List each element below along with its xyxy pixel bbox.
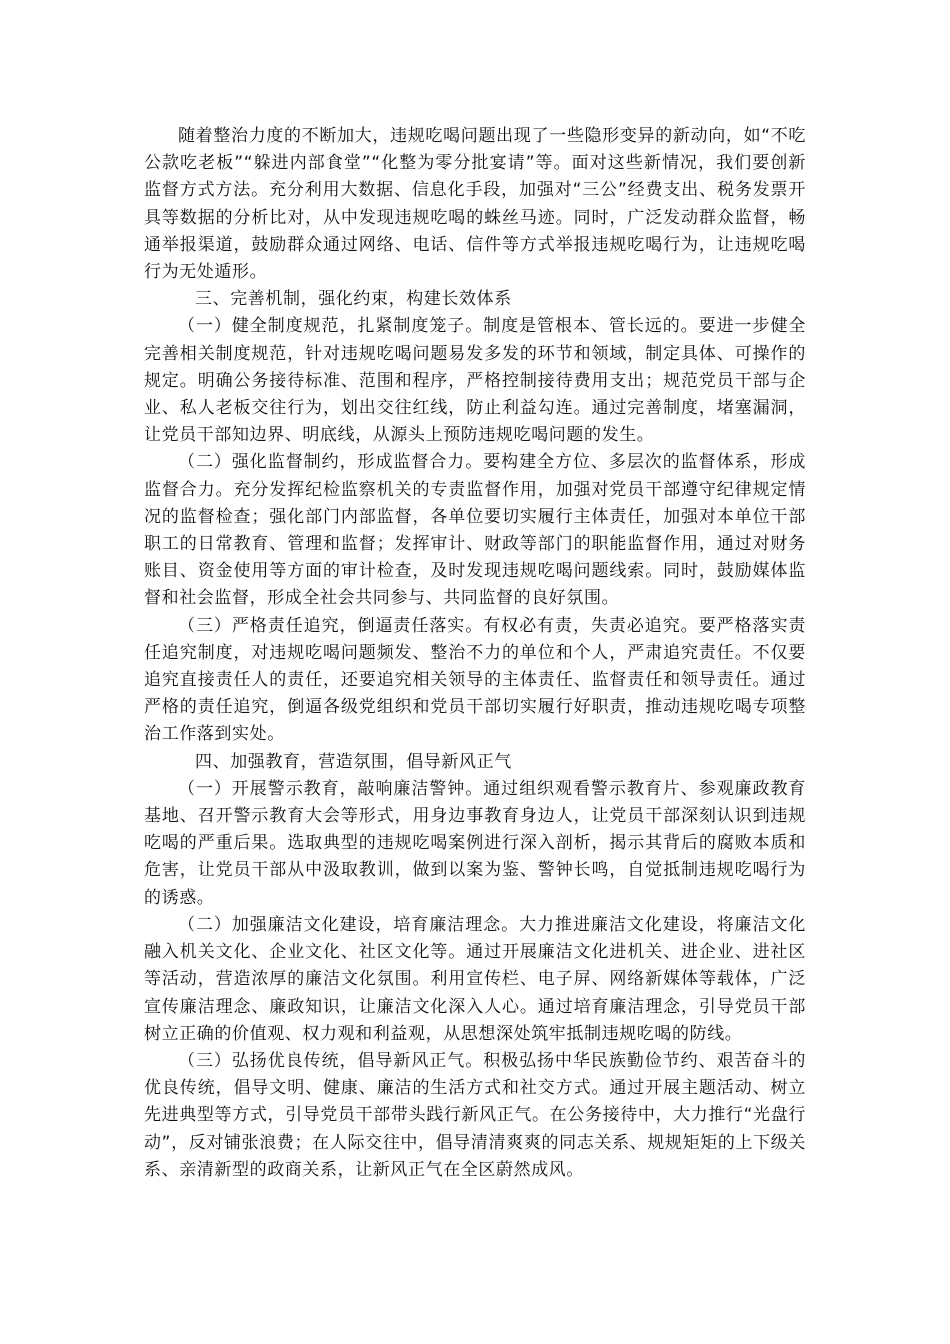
paragraph-hidden-variants: 随着整治力度的不断加大，违规吃喝问题出现了一些隐形变异的新动向，如“不吃公款吃老板”“躲进内部食堂”“化整为零分批宴请”等。面对这些新情况，我们要创新监督方式方法。充分利用大数据、信息化手段，加强对“三公”经费支出、税务发票开具等数据的分析比对，从中发现违规吃喝的蛛丝马迹。同时，广泛发动群众监督，畅通举报渠道，鼓励群众通过网络、电话、信件等方式举报违规吃喝行为，让违规吃喝行为无处遁形。 bbox=[144, 126, 806, 283]
paragraph-3-2: （二）强化监督制约，形成监督合力。要构建全方位、多层次的监督体系，形成监督合力。充分发挥纪检监察机关的专责监督作用，加强对党员干部遵守纪律规定情况的监督检查；强化部门内部监督，各单位要切实履行主体责任，加强对本单位干部职工的日常教育、管理和监督；发挥审计、财政等部门的职能监督作用，通过对财务账目、资金使用等方面的审计检查，及时发现违规吃喝问题线索。同时，鼓励媒体监督和社会监督，形成全社会共同参与、共同监督的良好氛围。 bbox=[144, 452, 806, 609]
section-heading-3: 三、完善机制，强化约束，构建长效体系 bbox=[195, 289, 512, 310]
paragraph-4-2: （二）加强廉洁文化建设，培育廉洁理念。大力推进廉洁文化建设，将廉洁文化融入机关文化、企业文化、社区文化等。通过开展廉洁文化进机关、进企业、进社区等活动，营造浓厚的廉洁文化氛围。利用宣传栏、电子屏、网络新媒体等载体，广泛宣传廉洁理念、廉政知识，让廉洁文化深入人心。通过培育廉洁理念，引导党员干部树立正确的价值观、权力观和利益观，从思想深处筑牢抵制违规吃喝的防线。 bbox=[144, 914, 806, 1044]
document-page bbox=[144, 123, 806, 1184]
paragraph-3-3: （三）严格责任追究，倒逼责任落实。有权必有责，失责必追究。要严格落实责任追究制度，对违规吃喝问题频发、整治不力的单位和个人，严肃追究责任。不仅要追究直接责任人的责任，还要追究相关领导的主体责任、监督责任和领导责任。通过严格的责任追究，倒逼各级党组织和党员干部切实履行好职责，推动违规吃喝专项整治工作落到实处。 bbox=[144, 615, 806, 745]
paragraph-4-3: （三）弘扬优良传统，倡导新风正气。积极弘扬中华民族勤俭节约、艰苦奋斗的优良传统，倡导文明、健康、廉洁的生活方式和社交方式。通过开展主题活动、树立先进典型等方式，引导党员干部带头践行新风正气。在公务接待中，大力推行“光盘行动”，反对铺张浪费；在人际交往中，倡导清清爽爽的同志关系、规规矩矩的上下级关系、亲清新型的政商关系，让新风正气在全区蔚然成风。 bbox=[144, 1050, 806, 1180]
paragraph-4-1: （一）开展警示教育，敲响廉洁警钟。通过组织观看警示教育片、参观廉政教育基地、召开警示教育大会等形式，用身边事教育身边人，让党员干部深刻认识到违规吃喝的严重后果。选取典型的违规吃喝案例进行深入剖析，揭示其背后的腐败本质和危害，让党员干部从中汲取教训，做到以案为鉴、警钟长鸣，自觉抵制违规吃喝行为的诱惑。 bbox=[144, 778, 806, 908]
section-heading-4: 四、加强教育，营造氛围，倡导新风正气 bbox=[195, 751, 512, 772]
paragraph-3-1: （一）健全制度规范，扎紧制度笼子。制度是管根本、管长远的。要进一步健全完善相关制度规范，针对违规吃喝问题易发多发的环节和领域，制定具体、可操作的规定。明确公务接待标准、范围和程序，严格控制接待费用支出；规范党员干部与企业、私人老板交往行为，划出交往红线，防止利益勾连。通过完善制度，堵塞漏洞，让党员干部知边界、明底线，从源头上预防违规吃喝问题的发生。 bbox=[144, 316, 806, 446]
